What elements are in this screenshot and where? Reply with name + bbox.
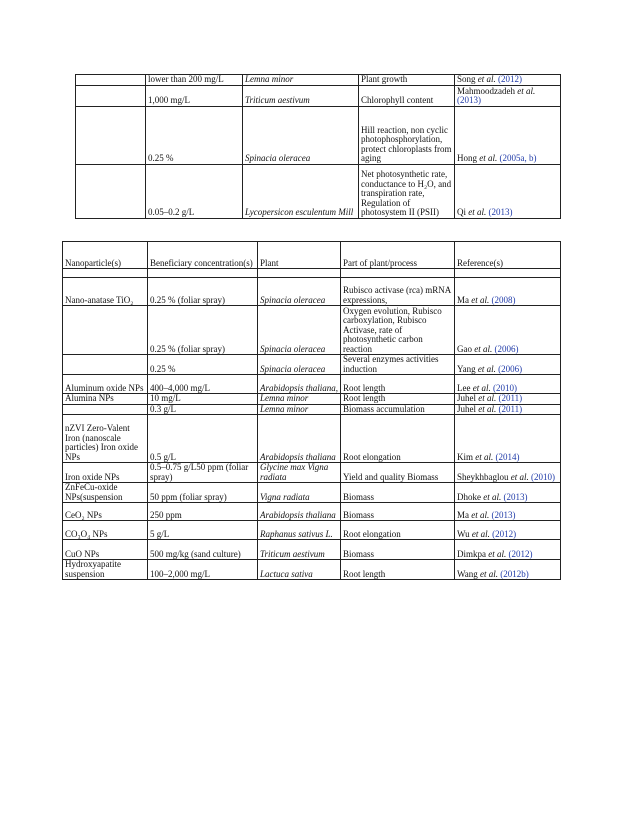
concentration-cell: 0.25 % (foliar spray): [148, 278, 258, 306]
nanoparticle-cell: [63, 404, 148, 415]
process-cell: Root length: [341, 560, 455, 580]
reference-al: et al.: [472, 382, 491, 393]
process-cell: Root length: [341, 394, 455, 405]
reference-pre: Ma: [457, 294, 472, 305]
reference-yr[interactable]: (2013): [457, 95, 481, 105]
table-row: [63, 404, 561, 415]
reference-yr[interactable]: (2012): [489, 528, 517, 539]
nanoparticle-cell: Nano-anatase TiO₂: [63, 278, 148, 306]
reference-yr[interactable]: (2012): [495, 74, 523, 84]
concentration-cell: 500 mg/kg (sand culture): [148, 540, 258, 560]
table-row: [63, 521, 561, 540]
concentration-cell: 0.25 %: [148, 355, 258, 375]
plant-cell: Arabidopsis thaliana: [258, 415, 341, 463]
header-reference: Reference(s): [455, 242, 561, 269]
concentration-cell: lower than 200 mg/L: [146, 75, 243, 86]
nanoparticle-table: [62, 241, 561, 580]
nanoparticle-cell: CO₃O₄ NPs: [63, 521, 148, 540]
reference-al: et al.: [510, 471, 529, 482]
process-cell: Root length: [341, 375, 455, 394]
empty-cell: [76, 106, 146, 164]
concentration-cell: 0.25 %: [146, 106, 243, 164]
reference-cell: [455, 278, 561, 306]
table-row: [63, 375, 561, 394]
plant-cell: Lemna minor: [243, 75, 359, 86]
reference-al: et al.: [475, 451, 494, 462]
plant-cell: Spinacia oleracea: [243, 106, 359, 164]
reference-yr[interactable]: (2014): [493, 451, 520, 462]
reference-al: et al.: [478, 393, 497, 403]
plant-cell: Raphanus sativus L.: [258, 521, 341, 540]
reference-al: et al.: [488, 548, 507, 559]
reference-al: et al.: [483, 491, 502, 502]
plant-cell: Triticum aestivum: [243, 85, 359, 106]
plant-cell: Vigna radiata: [258, 483, 341, 503]
nanoparticle-cell: ZnFeCu-oxide NPs(suspension: [63, 483, 148, 503]
table-row: [63, 503, 561, 521]
reference-al: et al.: [479, 153, 498, 163]
table-row: [63, 540, 561, 560]
reference-yr[interactable]: (2010): [490, 382, 517, 393]
concentration-cell: 400–4,000 mg/L: [148, 375, 258, 394]
plant-cell: Spinacia oleracea: [258, 306, 341, 355]
reference-pre: Juhel: [457, 393, 479, 403]
reference-al: et al.: [478, 404, 497, 414]
nanoparticle-cell: [63, 355, 148, 375]
reference-pre: Mahmoodzadeh: [457, 85, 518, 96]
reference-cell: [455, 306, 561, 355]
table-row: [76, 106, 561, 164]
nanoparticle-cell: Alumina NPs: [63, 394, 148, 405]
plant-cell: Arabidopsis thaliana: [258, 503, 341, 521]
plant-cell: Lemna minor: [258, 404, 341, 415]
reference-al: et al.: [468, 207, 487, 217]
reference-pre: Ma: [457, 509, 472, 520]
concentration-cell: 10 mg/L: [148, 394, 258, 405]
reference-yr[interactable]: (2012b): [498, 568, 529, 579]
reference-pre: Gao: [457, 343, 475, 354]
concentration-cell: 1,000 mg/L: [146, 85, 243, 106]
process-cell: Root elongation: [341, 521, 455, 540]
reference-cell: [455, 521, 561, 540]
reference-al: et al.: [471, 528, 490, 539]
table-row: [76, 75, 561, 86]
reference-al: et al.: [477, 363, 496, 374]
reference-cell: [455, 503, 561, 521]
reference-pre: Kim: [457, 451, 476, 462]
process-cell: Biomass: [341, 503, 455, 521]
reference-yr[interactable]: (2011): [496, 393, 523, 403]
plant-cell: Spinacia oleracea: [258, 278, 341, 306]
process-cell: Several enzymes activities induction: [341, 355, 455, 375]
process-cell: Biomass: [341, 540, 455, 560]
concentration-cell: 5 g/L: [148, 521, 258, 540]
empty-cell: [76, 85, 146, 106]
reference-yr[interactable]: (2010): [528, 471, 555, 482]
nanoparticle-cell: Iron oxide NPs: [63, 463, 148, 483]
concentration-cell: 0.3 g/L: [148, 404, 258, 415]
plant-cell: Lemna minor: [258, 394, 341, 405]
nanoparticle-cell: CuO NPs: [63, 540, 148, 560]
reference-yr[interactable]: (2013): [489, 509, 516, 520]
reference-cell: [455, 85, 561, 106]
reference-pre: Lee: [457, 382, 473, 393]
process-cell: Biomass: [341, 483, 455, 503]
process-cell: Net photosynthetic rate, conductance to H₂O, and transpiration rate, Regulation of photosystem II (PSII): [359, 164, 455, 218]
process-cell: Plant growth: [359, 75, 455, 86]
plant-cell: Spinacia oleracea: [258, 355, 341, 375]
nanoparticle-cell: Aluminum oxide NPs: [63, 375, 148, 394]
header-process: Part of plant/process: [341, 242, 455, 269]
process-cell: Hill reaction, non cyclic photophosphorylation, protect chloroplasts from aging: [359, 106, 455, 164]
plant-cell: Glycine max Vigna radiata: [258, 463, 341, 483]
header-nanoparticle: Nanoparticle(s): [63, 242, 148, 269]
table-row: [63, 355, 561, 375]
plant-cell: Arabidopsis thaliana,: [258, 375, 341, 394]
reference-cell: [455, 106, 561, 164]
nanoparticle-cell: nZVI Zero-Valent Iron (nanoscale particles) Iron oxide NPs: [63, 415, 148, 463]
concentration-cell: 50 ppm (foliar spray): [148, 483, 258, 503]
spacer-row: [63, 269, 561, 278]
concentration-cell: 0.05–0.2 g/L: [146, 164, 243, 218]
table-row: [76, 85, 561, 106]
reference-cell: [455, 415, 561, 463]
table-row: [63, 560, 561, 580]
reference-cell: [455, 560, 561, 580]
process-cell: Root elongation: [341, 415, 455, 463]
table-row: [63, 463, 561, 483]
header-concentration: Beneficiary concentration(s): [148, 242, 258, 269]
reference-pre: Song: [457, 74, 478, 84]
reference-pre: Wu: [457, 528, 472, 539]
reference-al: et al.: [471, 294, 490, 305]
reference-pre: Hong: [457, 153, 480, 163]
reference-yr[interactable]: (2006): [492, 343, 519, 354]
table-row: [63, 483, 561, 503]
reference-pre: Dhoke: [457, 491, 484, 502]
process-cell: Rubisco activase (rca) mRNA expressions,: [341, 278, 455, 306]
plant-cell: Lactuca sativa: [258, 560, 341, 580]
table-row: [63, 415, 561, 463]
table-row: [63, 306, 561, 355]
reference-yr[interactable]: (2012): [506, 548, 533, 559]
process-cell: Biomass accumulation: [341, 404, 455, 415]
reference-cell: [455, 540, 561, 560]
reference-al: et al.: [471, 509, 490, 520]
continued-table: [75, 74, 561, 219]
concentration-cell: 250 ppm: [148, 503, 258, 521]
reference-pre: Yang: [457, 363, 478, 374]
header-plant: Plant: [258, 242, 341, 269]
reference-pre: Wang: [457, 568, 481, 579]
reference-cell: [455, 375, 561, 394]
nanoparticle-cell: CeO₂ NPs: [63, 503, 148, 521]
empty-cell: [76, 75, 146, 86]
reference-cell: [455, 75, 561, 86]
process-cell: Oxygen evolution, Rubisco carboxylation, Rubisco Activase, rate of photosynthetic carbon reaction: [341, 306, 455, 355]
reference-yr[interactable]: (2011): [496, 404, 523, 414]
reference-yr[interactable]: (2013): [501, 491, 528, 502]
process-cell: Chlorophyll content: [359, 85, 455, 106]
reference-al: et al.: [477, 74, 496, 84]
concentration-cell: 100–2,000 mg/L: [148, 560, 258, 580]
table-row: [76, 164, 561, 218]
reference-cell: [455, 355, 561, 375]
concentration-cell: 0.25 % (foliar spray): [148, 306, 258, 355]
reference-pre: Juhel: [457, 404, 479, 414]
reference-pre: Dimkpa: [457, 548, 489, 559]
reference-cell: [455, 483, 561, 503]
concentration-cell: 0.5–0.75 g/L50 ppm (foliar spray): [148, 463, 258, 483]
empty-cell: [76, 164, 146, 218]
reference-yr[interactable]: (2005a, b): [497, 153, 537, 163]
reference-cell: [455, 404, 561, 415]
nanoparticle-cell: [63, 306, 148, 355]
plant-cell: Lycopersicon esculentum Mill: [243, 164, 359, 218]
reference-yr[interactable]: (2013): [486, 207, 513, 217]
reference-cell: [455, 463, 561, 483]
table-header-row: [63, 242, 561, 269]
reference-pre: Qi: [457, 207, 469, 217]
process-cell: Yield and quality Biomass: [341, 463, 455, 483]
concentration-cell: 0.5 g/L: [148, 415, 258, 463]
reference-yr[interactable]: (2008): [489, 294, 516, 305]
table-row: [63, 394, 561, 405]
reference-cell: [455, 394, 561, 405]
reference-al: et al.: [474, 343, 493, 354]
reference-pre: Sheykhbaglou: [457, 471, 511, 482]
reference-al: et al.: [517, 85, 536, 96]
plant-cell: Triticum aestivum: [258, 540, 341, 560]
table-row: [63, 278, 561, 306]
reference-cell: [455, 164, 561, 218]
nanoparticle-cell: Hydroxyapatite suspension: [63, 560, 148, 580]
reference-al: et al.: [480, 568, 499, 579]
reference-yr[interactable]: (2006): [495, 363, 523, 374]
